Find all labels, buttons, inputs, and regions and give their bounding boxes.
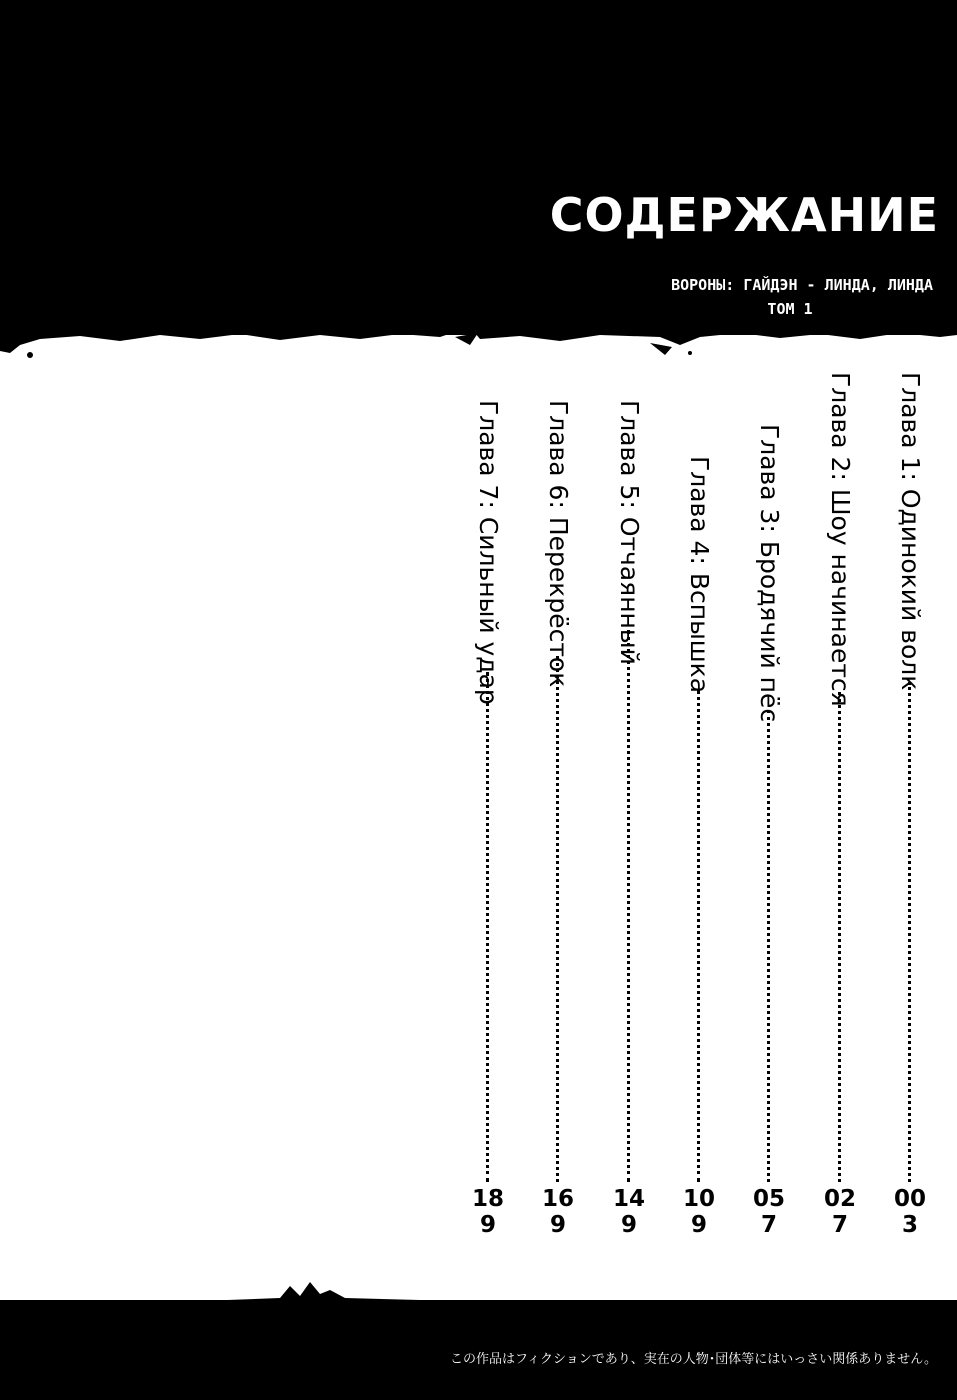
dot-leader	[627, 630, 630, 1182]
volume-label: ТОМ 1	[767, 300, 813, 318]
chapter-6	[541, 0, 575, 1300]
chapter-title: Глава 1: Одинокий волк	[896, 372, 925, 691]
page-number: 003	[893, 1186, 926, 1238]
chapter-title: Глава 6: Перекрёсток	[544, 400, 573, 688]
page-number: 189	[471, 1186, 504, 1238]
fiction-disclaimer: この作品はフィクションであり、実在の人物･団体等にはいっさい関係ありません。	[450, 1352, 937, 1367]
page-number: 109	[682, 1186, 715, 1238]
dot-leader	[697, 690, 700, 1182]
dot-leader	[908, 682, 911, 1182]
series-subtitle: ВОРОНЫ: ГАЙДЭН - ЛИНДА, ЛИНДА	[671, 276, 933, 294]
page-number: 027	[823, 1186, 856, 1238]
chapter-1	[893, 0, 927, 1300]
chapter-5	[612, 0, 646, 1300]
chapter-title: Глава 4: Вспышка	[685, 456, 714, 694]
chapter-title: Глава 2: Шоу начинается	[826, 372, 855, 707]
chapter-title: Глава 5: Отчаянный	[615, 400, 644, 665]
page-title: СОДЕРЖАНИЕ	[549, 188, 939, 242]
chapter-title: Глава 7: Сильный удар	[474, 400, 503, 705]
dot-leader	[556, 656, 559, 1182]
chapter-3	[752, 0, 786, 1300]
dot-leader	[486, 672, 489, 1182]
dot-leader	[767, 710, 770, 1182]
page-number: 057	[752, 1186, 785, 1238]
chapter-7	[471, 0, 505, 1300]
page-number: 169	[541, 1186, 574, 1238]
chapter-4	[682, 0, 716, 1300]
chapter-title: Глава 3: Бродячий пёс	[755, 424, 784, 723]
chapter-2	[823, 0, 857, 1300]
dot-leader	[838, 692, 841, 1182]
page-number: 149	[612, 1186, 645, 1238]
